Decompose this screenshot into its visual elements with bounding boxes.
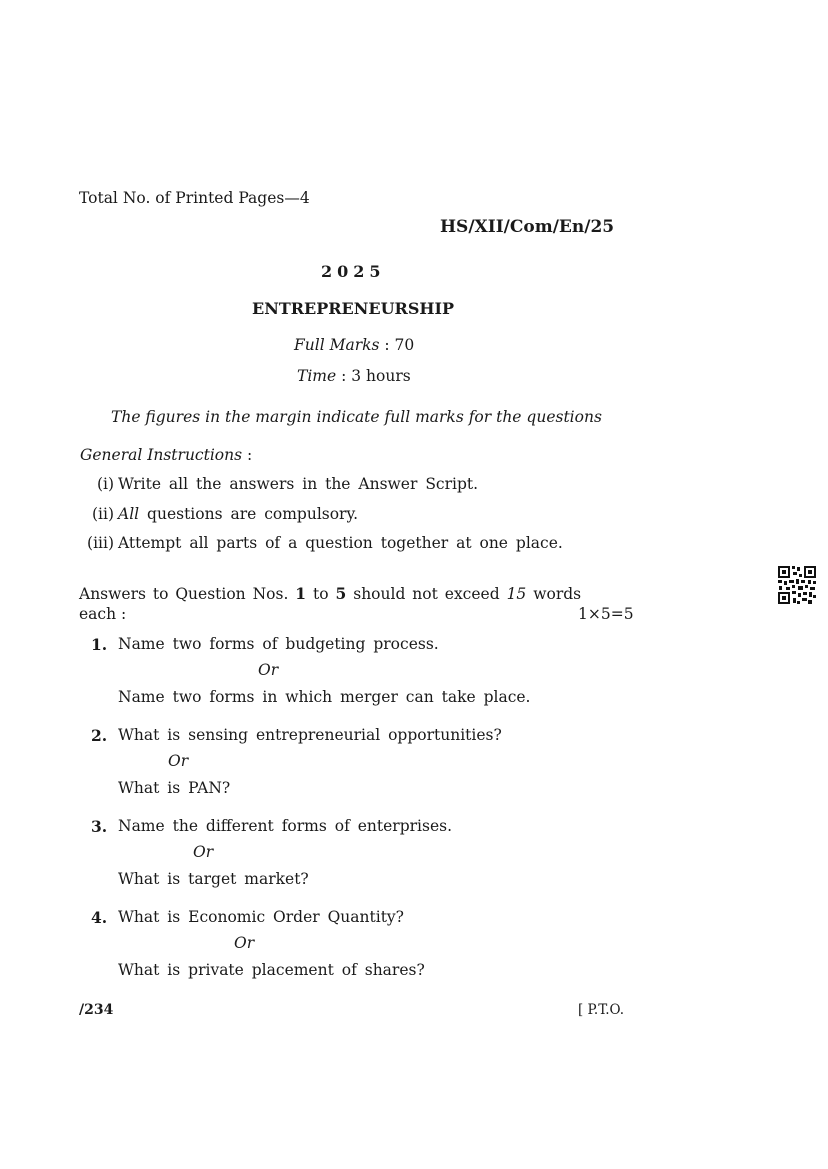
section-instruction-cont: each : [79, 605, 127, 623]
time-allowed [297, 367, 411, 385]
general-instructions-title [80, 446, 252, 464]
question-alternative: What is PAN? [118, 779, 231, 797]
instruction-text: Write all the answers in the Answer Script. [118, 475, 479, 493]
full-marks-value: : 70 [379, 336, 415, 354]
section-word-limit: 15 [506, 585, 527, 603]
general-instructions-colon: : [242, 446, 253, 464]
subject-title: ENTREPRENEURSHIP [252, 299, 454, 318]
section-text-4: words [526, 585, 582, 603]
question-number: 3. [91, 817, 108, 836]
question-alternative: What is target market? [118, 870, 309, 888]
total-printed-pages: Total No. of Printed Pages—4 [79, 189, 310, 207]
instruction-text [118, 505, 358, 523]
general-instructions-label: General Instructions [80, 446, 243, 464]
margin-note: The figures in the margin indicate full marks for the questions [111, 408, 602, 426]
question-number: 4. [91, 908, 108, 927]
qr-code-icon [777, 565, 817, 605]
instruction-rest: questions are compulsory. [139, 505, 359, 523]
question-text: Name two forms of budgeting process. [118, 635, 439, 653]
or-separator: Or [193, 843, 214, 861]
section-text-3: should not exceed [346, 585, 507, 603]
question-alternative: Name two forms in which merger can take place. [118, 688, 531, 706]
or-separator: Or [258, 661, 279, 679]
question-text: Name the different forms of enterprises. [118, 817, 453, 835]
time-value: : 3 hours [336, 367, 411, 385]
section-q-start: 1 [295, 584, 307, 603]
paper-code: HS/XII/Com/En/25 [440, 217, 615, 237]
section-text-2: to [306, 585, 336, 603]
section-instruction [79, 584, 581, 603]
exam-year: 2025 [321, 262, 386, 281]
footer-page-code: /234 [79, 1002, 114, 1018]
instruction-number: (iii) [87, 534, 114, 552]
question-number: 1. [91, 635, 108, 654]
section-q-end: 5 [335, 584, 347, 603]
question-number: 2. [91, 726, 108, 745]
footer-pto: [ P.T.O. [578, 1002, 625, 1018]
full-marks-label: Full Marks [294, 336, 380, 354]
instruction-number: (i) [96, 475, 114, 493]
time-label: Time [297, 367, 337, 385]
question-alternative: What is private placement of shares? [118, 961, 425, 979]
instruction-emphasis: All [118, 505, 140, 523]
full-marks [294, 336, 414, 354]
instruction-number: (ii) [91, 505, 114, 523]
question-text: What is Economic Order Quantity? [118, 908, 404, 926]
question-text: What is sensing entrepreneurial opportunities? [118, 726, 502, 744]
instruction-text: Attempt all parts of a question together at one place. [118, 534, 563, 552]
or-separator: Or [168, 752, 189, 770]
section-text-1: Answers to Question Nos. [79, 585, 296, 603]
section-marks: 1×5=5 [578, 605, 634, 623]
or-separator: Or [234, 934, 255, 952]
